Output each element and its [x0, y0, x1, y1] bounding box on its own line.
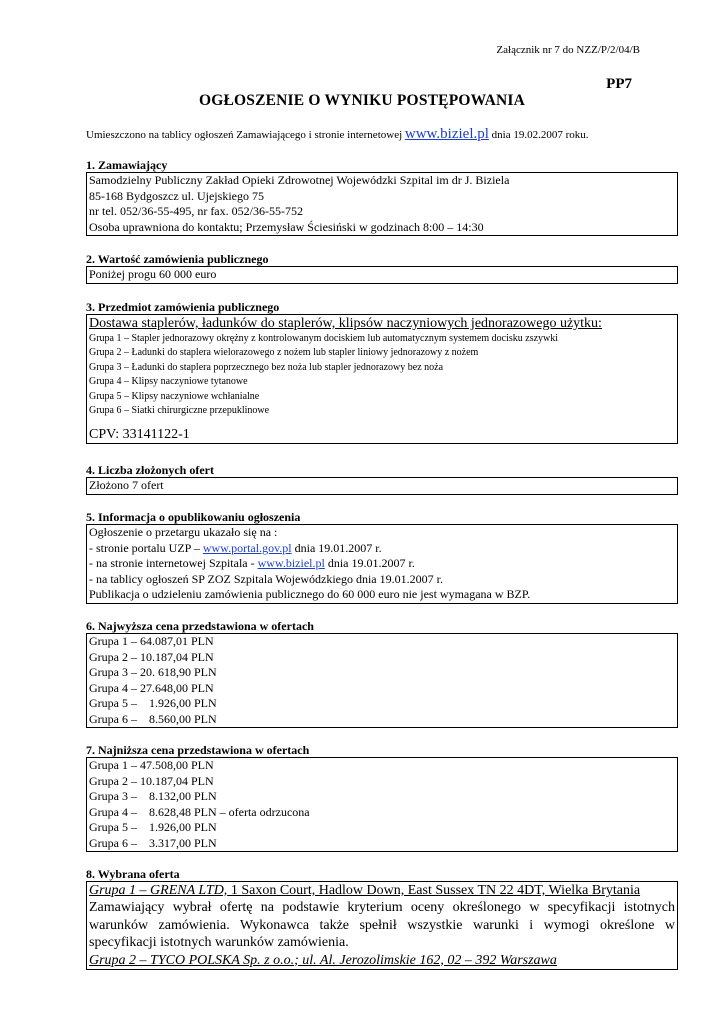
group-1-winner: Grupa 1 – GRENA LTD,	[89, 883, 228, 898]
authority-phone-fax: nr tel. 052/36-55-495, nr fax. 052/36-55-752	[89, 204, 303, 218]
price-row: Grupa 6 – 3.317,00 PLN	[89, 835, 217, 850]
authority-contact: Osoba uprawniona do kontaktu; Przemysław Ściesiński w godzinach 8:00 – 14:30	[89, 219, 484, 234]
hospital-site-link[interactable]: www.biziel.pl	[257, 556, 325, 570]
publication-intro: Ogłoszenie o przetargu ukazało się na :	[89, 525, 278, 539]
posting-info-text: Umieszczono na tablicy ogłoszeń Zamawiającego i stronie internetowej	[86, 129, 405, 141]
group-1-address: 1 Saxon Court, Hadlow Down, East Sussex TN 22 4DT, Wielka Brytania	[227, 883, 641, 898]
section-heading: 7. Najniższa cena przedstawiona w ofertach	[86, 743, 310, 757]
section-heading: 8. Wybrana oferta	[86, 867, 180, 881]
price-row: Grupa 2 – 10.187,04 PLN	[89, 649, 214, 664]
subject-title: Dostawa staplerów, ładunków do staplerów, klipsów naczyniowych jednorazowego użytku:	[89, 316, 602, 331]
section-box	[86, 172, 678, 236]
price-row: Grupa 3 – 8.132,00 PLN	[89, 789, 217, 803]
section-box	[86, 477, 678, 495]
publication-portal: - stronie portalu UZP – www.portal.gov.pl dnia 19.01.2007 r.	[89, 540, 382, 555]
section-subject	[86, 300, 678, 444]
group-item: Grupa 2 – Ładunki do staplera wielorazowego z nożem lub stapler liniowy jednorazowy z nożem	[89, 347, 479, 359]
price-row: Grupa 6 – 8.560,00 PLN	[89, 711, 217, 726]
selection-justification: Zamawiający wybrał ofertę na podstawie kryterium oceny określonego w specyfikacji istotnych warunków zamówienia. Wykonawca także spełnił wszystkie warunki i wymogi określone w specyfikacji istotnych warunków zamówienia.	[89, 900, 675, 950]
publication-hospital-site: - na stronie internetowej Szpitala - www.biziel.pl dnia 19.01.2007 r.	[89, 556, 415, 570]
section-box	[86, 314, 678, 444]
price-row: Grupa 4 – 8.628,48 PLN – oferta odrzucona	[89, 804, 310, 819]
price-row: Grupa 1 – 47.508,00 PLN	[89, 758, 214, 772]
section-box	[86, 633, 678, 728]
price-row: Grupa 5 – 1.926,00 PLN	[89, 696, 217, 710]
group-item: Grupa 6 – Siatki chirurgiczne przepuklinowe	[89, 405, 270, 417]
section-highest-price	[86, 619, 678, 728]
attachment-reference: Załącznik nr 7 do NZZ/P/2/04/B	[496, 44, 640, 56]
section-heading: 6. Najwyższa cena przedstawiona w ofertach	[86, 619, 314, 633]
portal-link[interactable]: www.portal.gov.pl	[202, 540, 292, 555]
price-row: Grupa 1 – 64.087,01 PLN	[89, 634, 214, 648]
posting-date: dnia 19.02.2007 roku.	[488, 129, 589, 141]
section-box	[86, 881, 678, 970]
section-heading: 2. Wartość zamówienia publicznego	[86, 252, 269, 266]
section-heading: 5. Informacja o opublikowaniu ogłoszenia	[86, 510, 301, 524]
group-item: Grupa 3 – Ładunki do staplera poprzecznego bez noża lub stapler jednorazowy bez noża	[89, 361, 444, 373]
section-contracting-authority	[86, 158, 678, 236]
cpv-code: CPV: 33141122-1	[89, 427, 190, 443]
posting-site-link[interactable]: www.biziel.pl	[404, 126, 489, 142]
group-item: Grupa 1 – Stapler jednorazowy okrężny z kontrolowanym dociskiem lub automatycznym systemem docisku zszywki	[89, 333, 559, 344]
price-row: Grupa 5 – 1.926,00 PLN	[89, 820, 217, 834]
section-publication-info	[86, 510, 678, 604]
selected-offer-group-2: Grupa 2 – TYCO POLSKA Sp. z o.o.; ul. Al. Jerozolimskie 162, 02 – 392 Warszawa	[89, 952, 557, 968]
section-offer-count	[86, 463, 678, 495]
section-selected-offer	[86, 867, 678, 970]
publication-note: Publikacja o udzieleniu zamówienia publicznego do 60 000 euro nie jest wymagana w BZP.	[89, 587, 531, 601]
section-lowest-price	[86, 743, 678, 852]
group-item: Grupa 5 – Klipsy naczyniowe wchłanialne	[89, 390, 260, 402]
section-heading: 1. Zamawiający	[86, 158, 168, 172]
section-contract-value	[86, 252, 678, 284]
price-row: Grupa 4 – 27.648,00 PLN	[89, 680, 214, 695]
section-heading: 4. Liczba złożonych ofert	[86, 463, 214, 477]
section-heading: 3. Przedmiot zamówienia publicznego	[86, 300, 280, 314]
authority-address: 85-168 Bydgoszcz ul. Ujejskiego 75	[89, 188, 264, 203]
offer-count: Złożono 7 ofert	[89, 478, 164, 492]
section-box	[86, 266, 678, 284]
price-row: Grupa 2 – 10.187,04 PLN	[89, 773, 214, 788]
section-box	[86, 757, 678, 852]
contract-value: Poniżej progu 60 000 euro	[89, 267, 217, 281]
group-item: Grupa 4 – Klipsy naczyniowe tytanowe	[89, 376, 248, 388]
page-title: OGŁOSZENIE O WYNIKU POSTĘPOWANIA	[198, 92, 526, 109]
section-box	[86, 524, 678, 604]
authority-name: Samodzielny Publiczny Zakład Opieki Zdrowotnej Wojewódzki Szpital im dr J. Biziela	[89, 173, 510, 187]
selected-offer-group-1	[89, 882, 675, 899]
price-row: Grupa 3 – 20. 618,90 PLN	[89, 665, 217, 679]
posting-info	[86, 126, 589, 143]
form-code: PP7	[606, 76, 632, 92]
publication-noticeboard: - na tablicy ogłoszeń SP ZOZ Szpitala Wojewódzkiego dnia 19.01.2007 r.	[89, 571, 443, 586]
